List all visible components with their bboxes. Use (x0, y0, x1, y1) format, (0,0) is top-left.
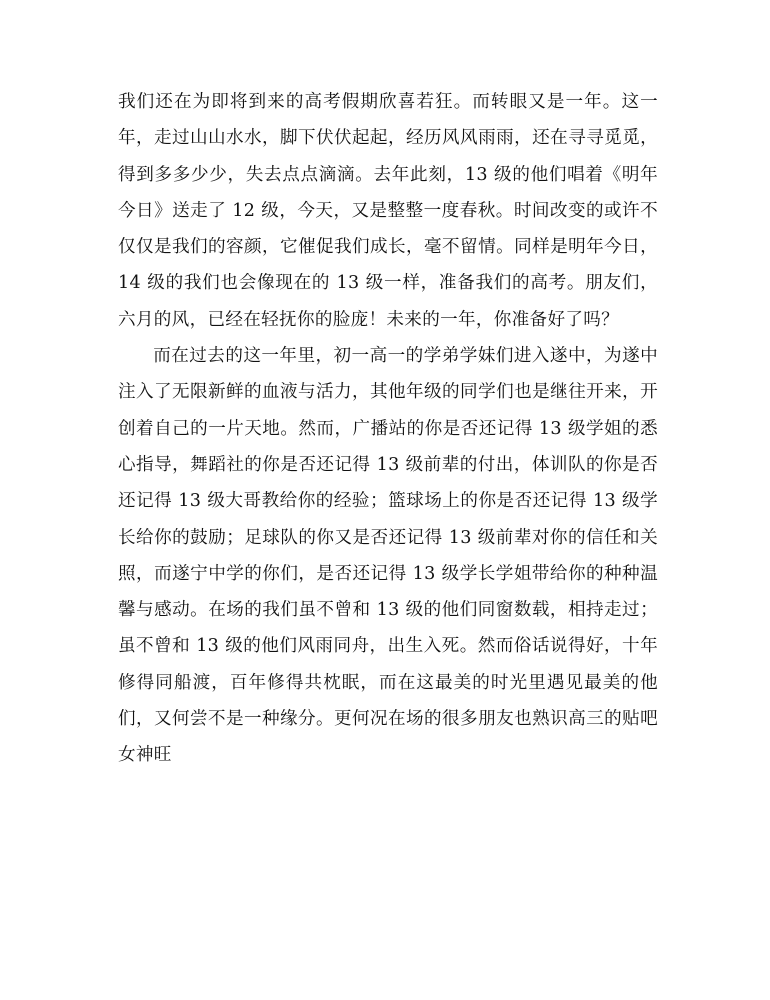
document-page (118, 84, 658, 774)
paragraph-2: 而在过去的这一年里，初一高一的学弟学妹们进入遂中，为遂中注入了无限新鲜的血液与活力，其他年级的同学们也是继往开来，开创着自己的一片天地。然而，广播站的你是否还记得 13 级学姐的悉心指导，舞蹈社的你是否还记得 13 级前辈的付出，体训队的你是否还记得 13 级大哥教给你的经验；篮球场上的你是否还记得 13 级学长给你的鼓励；足球队的你又是否还记得 13 级前辈对你的信任和关照，而遂宁中学的你们，是否还记得 13 级学长学姐带给你的种种温馨与感动。在场的我们虽不曾和 13 级的他们同窗数载，相持走过；虽不曾和 13 级的他们风雨同舟，出生入死。然而俗话说得好，十年修得同船渡，百年修得共枕眠，而在这最美的时光里遇见最美的他们，又何尝不是一种缘分。更何况在场的很多朋友也熟识高三的贴吧女神旺 (118, 346, 658, 766)
paragraph-1: 我们还在为即将到来的高考假期欣喜若狂。而转眼又是一年。这一年，走过山山水水，脚下伏伏起起，经历风风雨雨，还在寻寻觅觅，得到多多少少，失去点点滴滴。去年此刻，13 级的他们唱着《明年今日》送走了 12 级，今天，又是整整一度春秋。时间改变的或许不仅仅是我们的容颜，它催促我们成长，毫不留情。同样是明年今日，14 级的我们也会像现在的 13 级一样，准备我们的高考。朋友们，六月的风，已经在轻抚你的脸庞！未来的一年，你准备好了吗？ (118, 92, 658, 330)
